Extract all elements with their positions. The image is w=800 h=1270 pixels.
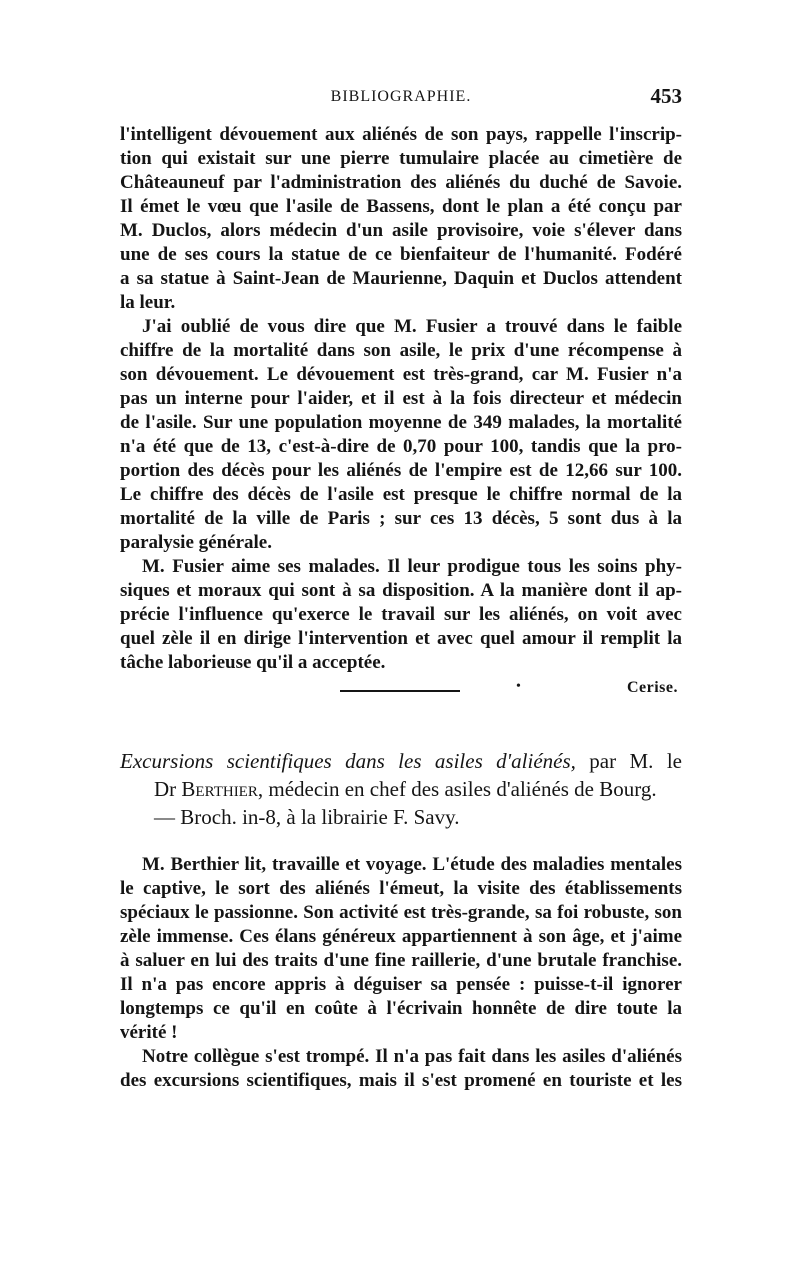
text-line: Châteauneuf par l'administration des aliénés du duché de Savoie. (120, 172, 682, 193)
review-title-line (120, 747, 682, 775)
running-header (120, 84, 682, 116)
text-line: spéciaux le passionne. Son activité est très-grande, sa foi robuste, son (120, 902, 682, 923)
text-line: n'a été que de 13, c'est-à-dire de 0,70 pour 100, tandis que la pro- (120, 436, 682, 457)
text-line: tion qui existait sur une pierre tumulaire placée au cimetière de (120, 148, 682, 169)
text-line: Il émet le vœu que l'asile de Bassens, dont le plan a été conçu par (120, 196, 682, 217)
text-line: quel zèle il en dirige l'intervention et avec quel amour il remplit la (120, 628, 682, 649)
text-line: le captive, le sort des aliénés l'émeut, la visite des établissements (120, 878, 682, 899)
separator-mark: • (516, 679, 521, 694)
text-line: portion des décès pour les aliénés de l'empire est de 12,66 sur 100. (120, 460, 682, 481)
text-line: une de ses cours la statue de ce bienfaiteur de l'humanité. Fodéré (120, 244, 682, 265)
text-line: vérité ! (120, 1022, 178, 1043)
review-heading (120, 747, 682, 831)
text-line: son dévouement. Le dévouement est très-grand, car M. Fusier n'a (120, 364, 682, 385)
author-name: Berthier (181, 777, 258, 801)
text-line: M. Duclos, alors médecin d'un asile provisoire, voie s'élever dans (120, 220, 682, 241)
review-title-by: par M. le (575, 749, 682, 773)
text-line: M. Berthier lit, travaille et voyage. L'étude des maladies mentales (142, 854, 682, 875)
publication-info: — Broch. in-8, à la librairie F. Savy. (154, 805, 460, 829)
text-line: de l'asile. Sur une population moyenne de 349 malades, la mortalité (120, 412, 682, 433)
text-line: a sa statue à Saint-Jean de Maurienne, Daquin et Duclos attendent (120, 268, 682, 289)
text-line: mortalité de la ville de Paris ; sur ces 13 décès, 5 sont dus à la (120, 508, 682, 529)
text-line: Il n'a pas encore appris à déguiser sa pensée : puisse-t-il ignorer (120, 974, 682, 995)
running-title: BIBLIOGRAPHIE. (330, 88, 472, 105)
author-description: , médecin en chef des asiles d'aliénés de Bourg. (257, 777, 657, 801)
text-line: Le chiffre des décès de l'asile est presque le chiffre normal de la (120, 484, 682, 505)
text-line: des excursions scientifiques, mais il s'est promené en touriste et les (120, 1070, 682, 1091)
text-line: siques et moraux qui sont à sa disposition. A la manière dont il ap- (120, 580, 682, 601)
page-number: 453 (650, 84, 682, 108)
text-line: l'intelligent dévouement aux aliénés de son pays, rappelle l'inscrip- (120, 124, 682, 145)
text-line: pas un interne pour l'aider, et il est à la fois directeur et médecin (120, 388, 682, 409)
text-line: Notre collègue s'est trompé. Il n'a pas fait dans les asiles d'aliénés (142, 1046, 682, 1067)
article-continuation (120, 123, 682, 701)
text-line: longtemps ce qu'il en coûte à l'écrivain honnête de dire toute la (120, 998, 682, 1019)
section-separator (340, 690, 460, 692)
text-line: paralysie générale. (120, 532, 272, 553)
text-line: M. Fusier aime ses malades. Il leur prodigue tous les soins phy- (142, 556, 682, 577)
review-book-title: Excursions scientifiques dans les asiles d'aliénés, (120, 749, 576, 773)
author-signature: Cerise. (626, 679, 678, 696)
text-line: la leur. (120, 292, 176, 313)
text-line: zèle immense. Ces élans généreux appartiennent à son âge, et j'aime (120, 926, 682, 947)
review-author-line (120, 775, 682, 803)
text-line: chiffre de la mortalité dans son asile, le prix d'une récompense à (120, 340, 682, 361)
text-line: à saluer en lui des traits d'une fine raillerie, d'une brutale franchise. (120, 950, 682, 971)
review-body (120, 853, 682, 1093)
text-line: précie l'influence qu'exerce le travail sur les aliénés, on voit avec (120, 604, 682, 625)
author-prefix: Dr (154, 777, 177, 801)
text-line: J'ai oublié de vous dire que M. Fusier a trouvé dans le faible (142, 316, 682, 337)
text-line: tâche laborieuse qu'il a acceptée. (120, 652, 386, 673)
